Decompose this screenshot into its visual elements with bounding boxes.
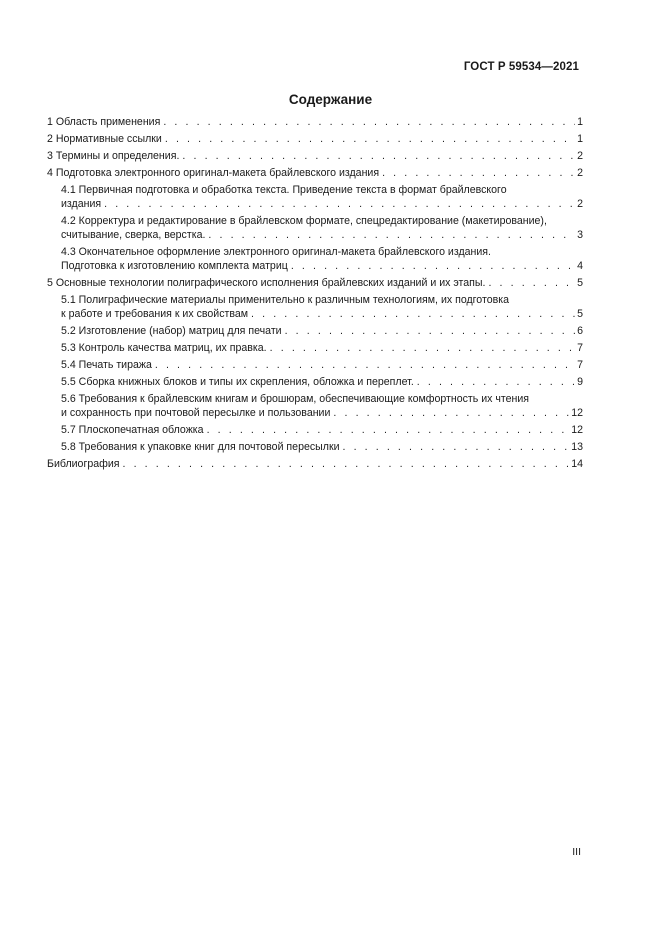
toc-entry-page-number: 7 xyxy=(577,359,583,371)
toc-entry-text-line: 5.1 Полиграфические материалы применительно к различным технологиям, их подготовка xyxy=(61,294,509,306)
toc-dot-leader xyxy=(270,341,575,355)
toc-entry-row xyxy=(61,307,583,321)
toc-entry-label: Подготовка к изготовлению комплекта матриц xyxy=(61,260,288,272)
toc-entry-page-number: 7 xyxy=(577,342,583,354)
toc-entry-label: 4 Подготовка электронного оригинал-макета брайлевского издания xyxy=(47,167,380,179)
toc-dot-leader xyxy=(417,375,575,389)
toc-dot-leader xyxy=(251,307,575,321)
toc-entry-row xyxy=(47,115,583,129)
toc-entry-label: Библиография xyxy=(47,458,120,470)
toc-entry-page-number: 12 xyxy=(571,424,583,436)
toc-entry-text-line: 5.6 Требования к брайлевским книгам и брошюрам, обеспечивающие комфортность их чтения xyxy=(61,393,530,405)
toc-dot-leader xyxy=(333,406,569,420)
document-code: ГОСТ Р 59534—2021 xyxy=(463,61,579,73)
toc-entry-page-number: 6 xyxy=(577,325,583,337)
toc-dot-leader xyxy=(208,228,575,242)
toc-entry-row xyxy=(61,341,583,355)
toc-dot-leader xyxy=(291,259,575,273)
toc-entry-page-number: 2 xyxy=(577,167,583,179)
toc-entry-page-number: 12 xyxy=(571,407,583,419)
toc-entry-label: 5.3 Контроль качества матриц, их правка. xyxy=(61,342,267,354)
toc-title: Содержание xyxy=(288,92,373,107)
table-of-contents xyxy=(47,115,583,474)
toc-entry[interactable] xyxy=(47,276,583,290)
toc-entry-page-number: 14 xyxy=(571,458,583,470)
toc-entry-label: считывание, сверка, верстка. xyxy=(61,229,206,241)
toc-entry-page-number: 2 xyxy=(577,150,583,162)
toc-dot-leader xyxy=(165,132,575,146)
toc-entry-label: 5.7 Плоскопечатная обложка xyxy=(61,424,204,436)
toc-dot-leader xyxy=(285,324,576,338)
toc-entry[interactable] xyxy=(47,324,583,338)
page-folio: III xyxy=(572,846,581,858)
toc-entry[interactable] xyxy=(47,132,583,146)
toc-dot-leader xyxy=(104,197,575,211)
toc-entry-row xyxy=(61,375,583,389)
toc-entry-row xyxy=(61,197,583,211)
toc-entry[interactable] xyxy=(47,457,583,471)
toc-entry-row xyxy=(47,132,583,146)
toc-entry-row xyxy=(47,276,583,290)
toc-entry-page-number: 5 xyxy=(577,277,583,289)
toc-entry[interactable] xyxy=(47,341,583,355)
toc-entry-text-line: 4.2 Корректура и редактирование в брайлевском формате, спецредактирование (макетирование), xyxy=(61,215,547,227)
toc-dot-leader xyxy=(155,358,575,372)
toc-entry-text-line: 4.1 Первичная подготовка и обработка текста. Приведение текста в формат брайлевского xyxy=(61,184,507,196)
toc-entry-row xyxy=(47,166,583,180)
toc-entry-row xyxy=(61,406,583,420)
toc-entry-row xyxy=(61,228,583,242)
toc-entry-label: 5.8 Требования к упаковке книг для почтовой пересылки xyxy=(61,441,340,453)
toc-entry-label: 5 Основные технологии полиграфического исполнения брайлевских изданий и их этапы. xyxy=(47,277,486,289)
toc-entry-page-number: 9 xyxy=(577,376,583,388)
toc-entry-row xyxy=(61,423,583,437)
toc-entry-label: 1 Область применения xyxy=(47,116,161,128)
toc-entry[interactable] xyxy=(47,392,583,420)
toc-entry[interactable] xyxy=(47,440,583,454)
toc-dot-leader xyxy=(343,440,570,454)
toc-entry-page-number: 1 xyxy=(577,116,583,128)
toc-dot-leader xyxy=(122,457,569,471)
toc-entry-label: и сохранность при почтовой пересылке и пользовании xyxy=(61,407,331,419)
toc-entry-label: к работе и требования к их свойствам xyxy=(61,308,249,320)
toc-entry-row xyxy=(47,457,583,471)
toc-dot-leader xyxy=(163,115,575,129)
toc-entry-page-number: 2 xyxy=(577,198,583,210)
toc-entry-row xyxy=(47,149,583,163)
toc-entry-row xyxy=(61,440,583,454)
toc-dot-leader xyxy=(207,423,570,437)
toc-entry-label: 2 Нормативные ссылки xyxy=(47,133,162,145)
toc-entry-label: 5.2 Изготовление (набор) матриц для печати xyxy=(61,325,282,337)
toc-entry-page-number: 5 xyxy=(577,308,583,320)
toc-entry-label: 3 Термины и определения. xyxy=(47,150,180,162)
toc-entry-text-line: 4.3 Окончательное оформление электронного оригинал-макета брайлевского издания. xyxy=(61,246,491,258)
toc-entry[interactable] xyxy=(47,245,583,273)
toc-entry[interactable] xyxy=(47,183,583,211)
toc-entry[interactable] xyxy=(47,293,583,321)
toc-dot-leader xyxy=(182,149,575,163)
toc-entry-page-number: 3 xyxy=(577,229,583,241)
toc-entry[interactable] xyxy=(47,214,583,242)
toc-entry[interactable] xyxy=(47,358,583,372)
toc-dot-leader xyxy=(382,166,575,180)
toc-dot-leader xyxy=(488,276,575,290)
toc-entry-row xyxy=(61,324,583,338)
toc-entry-label: 5.4 Печать тиража xyxy=(61,359,152,371)
toc-entry[interactable] xyxy=(47,375,583,389)
toc-entry-page-number: 13 xyxy=(571,441,583,453)
toc-entry-label: 5.5 Сборка книжных блоков и типы их скрепления, обложка и переплет. xyxy=(61,376,414,388)
toc-entry-page-number: 4 xyxy=(577,260,583,272)
toc-entry[interactable] xyxy=(47,115,583,129)
toc-entry-row xyxy=(61,259,583,273)
toc-entry[interactable] xyxy=(47,423,583,437)
toc-entry-label: издания xyxy=(61,198,102,210)
toc-entry[interactable] xyxy=(47,149,583,163)
toc-entry-page-number: 1 xyxy=(577,133,583,145)
toc-entry[interactable] xyxy=(47,166,583,180)
toc-entry-row xyxy=(61,358,583,372)
